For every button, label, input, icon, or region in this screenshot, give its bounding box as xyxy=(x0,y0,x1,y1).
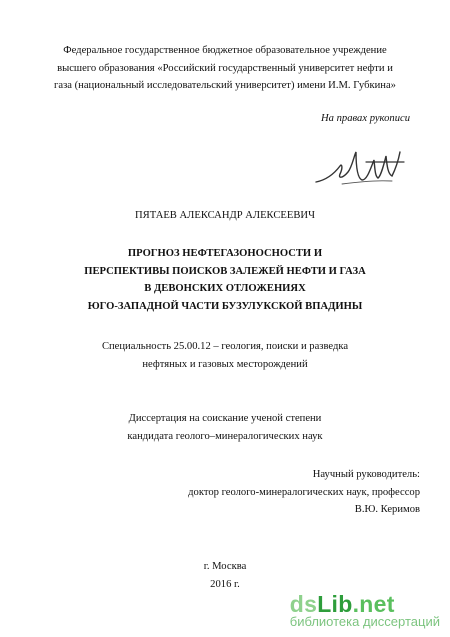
supervisor-label: Научный руководитель: xyxy=(312,469,420,480)
degree-line: Диссертация на соискание ученой степени xyxy=(128,413,322,424)
title-line: В ДЕВОНСКИХ ОТЛОЖЕНИЯХ xyxy=(144,283,306,294)
specialty-block xyxy=(0,338,450,373)
institution-block xyxy=(0,42,450,95)
watermark-logo-lib: Lib xyxy=(317,591,353,617)
title-line: ПРОГНОЗ НЕФТЕГАЗОНОСНОСТИ И xyxy=(127,248,323,259)
specialty-line: Специальность 25.00.12 – геология, поиски и разведка xyxy=(101,341,349,352)
institution-line: высшего образования «Российский государственный университет нефти и xyxy=(57,62,393,74)
supervisor-name: В.Ю. Керимов xyxy=(354,504,420,515)
watermark-logo xyxy=(290,593,440,615)
watermark xyxy=(290,593,440,629)
supervisor-degree: доктор геолого-минералогических наук, профессор xyxy=(188,486,420,498)
watermark-logo-net: .net xyxy=(352,591,395,617)
institution-line: Федеральное государственное бюджетное образовательное учреждение xyxy=(63,45,387,56)
watermark-logo-ds: ds xyxy=(289,591,318,617)
degree-line: кандидата геолого–минералогических наук xyxy=(127,430,323,442)
title-line: ЮГО-ЗАПАДНОЙ ЧАСТИ БУЗУЛУКСКОЙ ВПАДИНЫ xyxy=(87,300,363,312)
institution-line: газа (национальный исследовательский университет) имени И.М. Губкина» xyxy=(54,80,396,91)
author-name: ПЯТАЕВ АЛЕКСАНДР АЛЕКСЕЕВИЧ xyxy=(135,210,315,221)
manuscript-note: На правах рукописи xyxy=(321,113,410,124)
title-line: ПЕРСПЕКТИВЫ ПОИСКОВ ЗАЛЕЖЕЙ НЕФТИ И ГАЗА xyxy=(84,265,366,277)
specialty-line: нефтяных и газовых месторождений xyxy=(142,358,308,370)
year: 2016 г. xyxy=(210,578,240,590)
place-year-block xyxy=(0,558,450,593)
watermark-subtitle: библиотека диссертаций xyxy=(289,614,440,629)
dissertation-title xyxy=(0,245,450,315)
degree-block xyxy=(0,410,450,445)
signature-icon xyxy=(312,144,408,192)
city: г. Москва xyxy=(203,561,247,572)
supervisor-block xyxy=(188,466,420,519)
